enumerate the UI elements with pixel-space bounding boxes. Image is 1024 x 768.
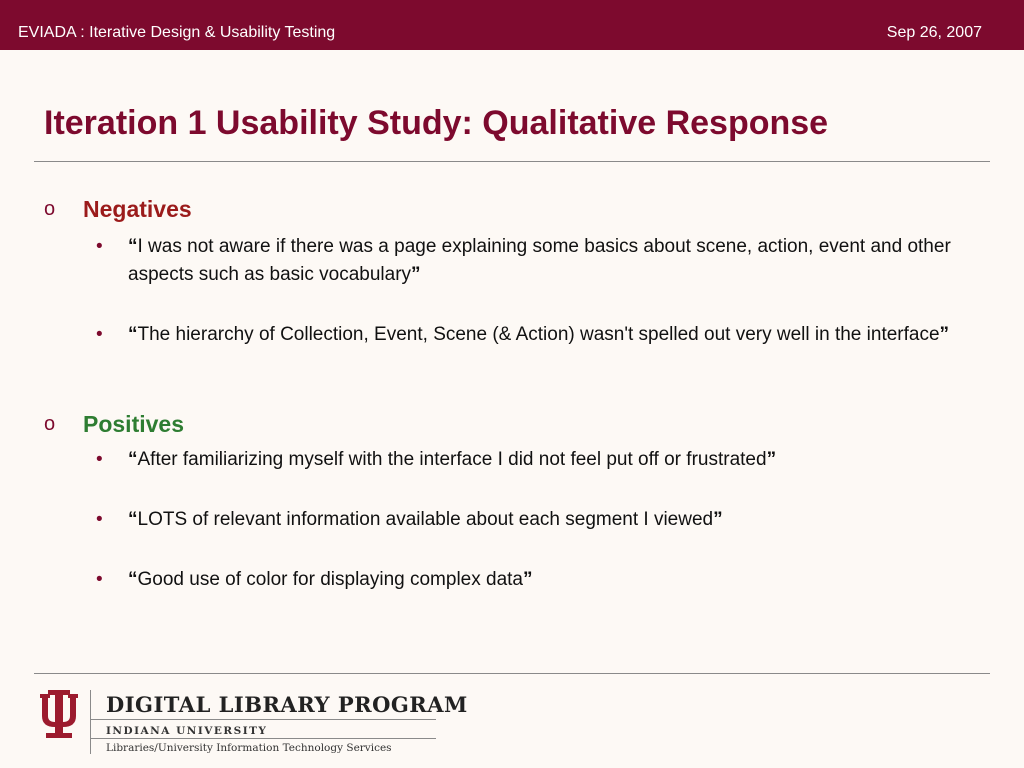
brand-separator (90, 690, 91, 754)
close-quote: ” (766, 449, 777, 470)
open-quote: “ (128, 449, 138, 470)
open-quote: “ (128, 569, 138, 590)
open-quote: “ (128, 509, 138, 530)
quote-text: I was not aware if there was a page explaining some basics about scene, action, event and other aspects such as basic vocabulary (128, 236, 951, 285)
close-quote: ” (523, 569, 533, 590)
open-quote: “ (128, 324, 138, 345)
brand-name: DIGITAL LIBRARY PROGRAM (106, 692, 468, 717)
close-quote: ” (713, 509, 723, 530)
footer-divider (34, 673, 990, 674)
section-title-negatives: Negatives (83, 196, 192, 222)
close-quote: ” (411, 264, 421, 285)
header-title: EVIADA : Iterative Design & Usability Testing (18, 24, 336, 41)
brand-rule (90, 738, 436, 739)
title-divider (34, 161, 990, 162)
bullet-icon: • (96, 449, 103, 470)
section-marker: o (44, 413, 56, 435)
quote-text: After familiarizing myself with the interface I did not feel put off or frustrated (137, 449, 767, 470)
section-title-positives: Positives (83, 411, 184, 437)
slide-title: Iteration 1 Usability Study: Qualitative Response (44, 104, 829, 142)
quote-text: LOTS of relevant information available about each segment I viewed (137, 509, 714, 530)
quote-text: The hierarchy of Collection, Event, Scene (& Action) wasn't spelled out very well in the interface (137, 324, 940, 345)
close-quote: ” (939, 324, 950, 345)
iu-trident-logo (38, 688, 80, 745)
section-marker: o (44, 198, 56, 220)
open-quote: “ (128, 236, 138, 257)
slide-header (0, 0, 1024, 50)
bullet-icon: • (96, 509, 103, 530)
brand-university: INDIANA UNIVERSITY (106, 725, 268, 737)
brand-rule (90, 719, 436, 720)
bullet-icon: • (96, 324, 103, 345)
bullet-icon: • (96, 236, 103, 257)
bullet-icon: • (96, 569, 103, 590)
brand-department: Libraries/University Information Technology Services (106, 742, 392, 754)
header-date: Sep 26, 2007 (886, 24, 982, 41)
quote-text: Good use of color for displaying complex data (137, 569, 523, 590)
